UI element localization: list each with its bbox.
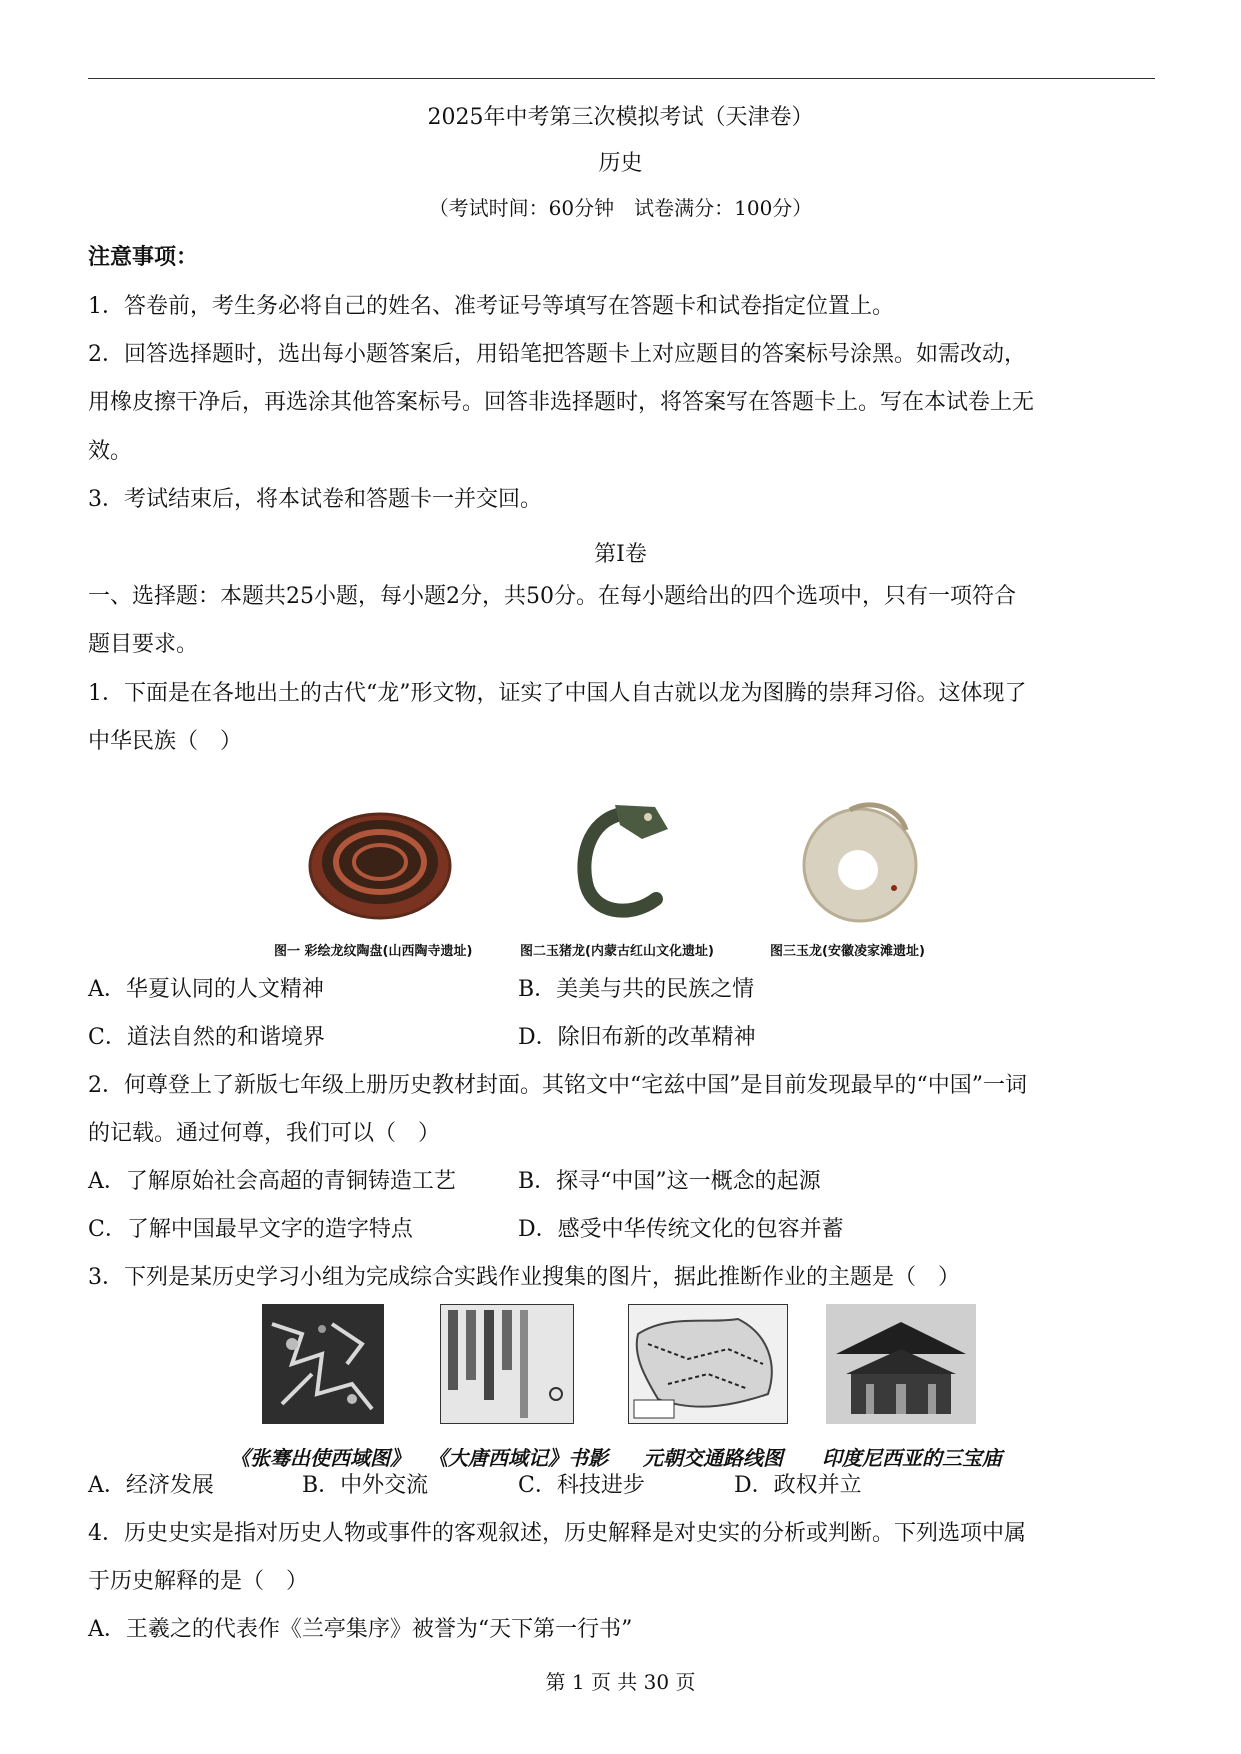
q3-stem-line1: 3．下列是某历史学习小组为完成综合实践作业搜集的图片，据此推断作业的主题是（ ）: [88, 1265, 961, 1290]
q4-stem-line1: 4．历史史实是指对历史人物或事件的客观叙述，历史解释是对史实的分析或判断。下列选项中属: [88, 1521, 1027, 1546]
notice-item-2-line1: 2．回答选择题时，选出每小题答案后，用铅笔把答题卡上对应题目的答案标号涂黑。如需改动，: [88, 342, 1027, 367]
q3-option-c: C．科技进步: [518, 1473, 645, 1498]
page-footer: 第 1 页 共 30 页: [545, 1670, 696, 1694]
q3-caption-3: 元朝交通路线图: [643, 1446, 783, 1470]
part-title: 第Ⅰ卷: [594, 542, 647, 567]
datang-xiyuji-book-figure: [440, 1304, 574, 1424]
notice-item-2-line3: 效。: [88, 439, 133, 464]
jade-dragon-figure: [790, 790, 930, 930]
notice-item-1: 1．答卷前，考生务必将自己的姓名、准考证号等填写在答题卡和试卷指定位置上。: [88, 294, 894, 319]
q1-option-a: A．华夏认同的人文精神: [88, 977, 324, 1002]
jade-pig-dragon-figure: [560, 795, 690, 930]
q3-option-a: A．经济发展: [88, 1473, 214, 1498]
q1-caption-3: 图三玉龙(安徽凌家滩遗址): [770, 944, 925, 959]
q3-caption-4: 印度尼西亚的三宝庙: [822, 1446, 1002, 1470]
q4-stem-line2: 于历史解释的是（ ）: [88, 1569, 309, 1594]
q1-caption-1: 图一 彩绘龙纹陶盘(山西陶寺遗址): [274, 944, 473, 959]
q3-option-d: D．政权并立: [734, 1473, 862, 1498]
subject-title: 历史: [598, 151, 643, 176]
q1-stem-line1: 1．下面是在各地出土的古代“龙”形文物，证实了中国人自古就以龙为图腾的崇拜习俗。这体现了: [88, 681, 1027, 706]
notice-item-3: 3．考试结束后，将本试卷和答题卡一并交回。: [88, 487, 542, 512]
q1-caption-2: 图二玉猪龙(内蒙古红山文化遗址): [520, 944, 714, 959]
q2-stem-line2: 的记载。通过何尊，我们可以（ ）: [88, 1121, 441, 1146]
q2-option-d: D．感受中华传统文化的包容并蓄: [518, 1217, 844, 1242]
q2-option-c: C．了解中国最早文字的造字特点: [88, 1217, 413, 1242]
notice-heading: 注意事项：: [88, 245, 199, 270]
notice-item-2-line2: 用橡皮擦干净后，再选涂其他答案标号。回答非选择题时，将答案写在答题卡上。写在本试卷上无: [88, 390, 1035, 415]
exam-info: （考试时间：60分钟 试卷满分：100分）: [428, 196, 813, 220]
q1-stem-line2: 中华民族（ ）: [88, 729, 243, 754]
q3-option-b: B．中外交流: [302, 1473, 429, 1498]
exam-title: 2025年中考第三次模拟考试（天津卷）: [427, 105, 814, 130]
q3-caption-1: 《张骞出使西域图》: [230, 1446, 410, 1470]
q1-option-b: B．美美与共的民族之情: [518, 977, 755, 1002]
q2-option-b: B．探寻“中国”这一概念的起源: [518, 1169, 821, 1194]
q2-stem-line1: 2．何尊登上了新版七年级上册历史教材封面。其铭文中“宅兹中国”是目前发现最早的“中国”一词: [88, 1073, 1027, 1098]
q4-option-a: A．王羲之的代表作《兰亭集序》被誉为“天下第一行书”: [88, 1617, 633, 1642]
zhang-qian-mural-figure: [262, 1304, 384, 1424]
q1-option-d: D．除旧布新的改革精神: [518, 1025, 756, 1050]
sanbao-temple-figure: [826, 1304, 976, 1424]
yuan-traffic-route-map-figure: [628, 1304, 788, 1424]
section-1-line2: 题目要求。: [88, 632, 199, 657]
section-1-line1: 一、选择题：本题共25小题，每小题2分，共50分。在每小题给出的四个选项中，只有一项符合: [88, 584, 1016, 609]
q3-caption-2: 《大唐西域记》书影: [428, 1446, 608, 1470]
q1-option-c: C．道法自然的和谐境界: [88, 1025, 325, 1050]
q2-option-a: A．了解原始社会高超的青铜铸造工艺: [88, 1169, 456, 1194]
painted-dragon-plate-figure: [300, 800, 460, 925]
header-rule: [88, 78, 1155, 79]
